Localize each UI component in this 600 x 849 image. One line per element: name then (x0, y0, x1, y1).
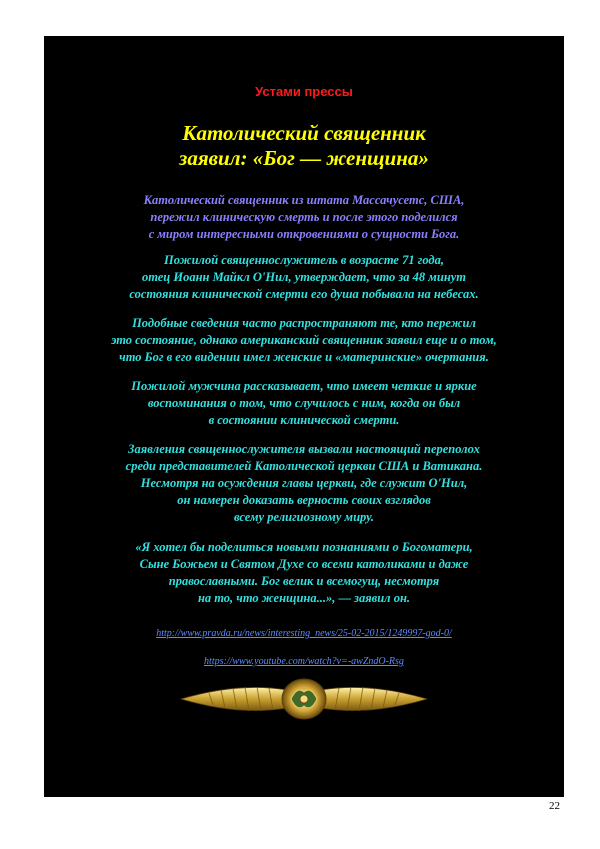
paragraph-line: воспоминания о том, что случилось с ним, когда он был (147, 396, 461, 410)
article-title (44, 121, 564, 171)
paragraph-line: состояния клинической смерти его душа побывала на небесах. (129, 287, 479, 301)
paragraph-line: что Бог в его видении имел женские и «материнские» очертания. (119, 350, 489, 364)
lead-paragraph (44, 192, 564, 243)
paragraph-line: Подобные сведения часто распространяют те, кто пережил (132, 316, 476, 330)
source-link-youtube[interactable]: https://www.youtube.com/watch?v=-awZndO-Rsg (204, 656, 404, 667)
page-number: 22 (549, 800, 560, 812)
paragraph-line: Пожилой мужчина рассказывает, что имеет четкие и яркие (131, 379, 477, 393)
paragraph-line: Несмотря на осуждения главы церкви, где служит О'Нил, (140, 476, 468, 490)
body-paragraph-1 (44, 252, 564, 303)
section-kicker: Устами прессы (255, 84, 353, 99)
paragraph-line: это состояние, однако американский священник заявил еще и о том, (111, 333, 497, 347)
lead-line: пережил клиническую смерть и после этого поделился (150, 210, 458, 224)
paragraph-line: Сыне Божьем и Святом Духе со всеми католиками и даже (139, 557, 469, 571)
lead-line: с миром интересными откровениями о сущности Бога. (148, 227, 460, 241)
paragraph-line: отец Иоанн Майкл О'Нил, утверждает, что за 48 минут (141, 270, 467, 284)
body-paragraph-4 (44, 441, 564, 526)
title-line: Католический священник (182, 121, 426, 145)
paragraph-line: «Я хотел бы поделиться новыми познаниями о Богоматери, (135, 540, 473, 554)
paragraph-line: в состоянии клинической смерти. (208, 413, 400, 427)
title-line: заявил: «Бог — женщина» (179, 146, 429, 170)
paragraph-line: он намерен доказать верность своих взглядов (177, 493, 431, 507)
paragraph-line: Пожилой священнослужитель в возрасте 71 года, (164, 253, 444, 267)
paragraph-line: всему религиозному миру. (233, 510, 375, 524)
body-paragraph-2 (44, 315, 564, 366)
paragraph-line: православными. Бог велик и всемогущ, несмотря (168, 574, 440, 588)
article-panel (44, 36, 564, 797)
paragraph-line: Заявления священнослужителя вызвали настоящий переполох (128, 442, 480, 456)
body-paragraph-3 (44, 378, 564, 429)
lead-line: Католический священник из штата Массачусетс, США, (143, 193, 465, 207)
body-paragraph-5 (44, 539, 564, 607)
gold-ornament-icon (179, 676, 429, 722)
source-link-pravda[interactable]: http://www.pravda.ru/news/interesting_news/25-02-2015/1249997-god-0/ (156, 628, 452, 639)
paragraph-line: среди представителей Католической церкви США и Ватикана. (125, 459, 483, 473)
paragraph-line: на то, что женщина...», — заявил он. (197, 591, 411, 605)
